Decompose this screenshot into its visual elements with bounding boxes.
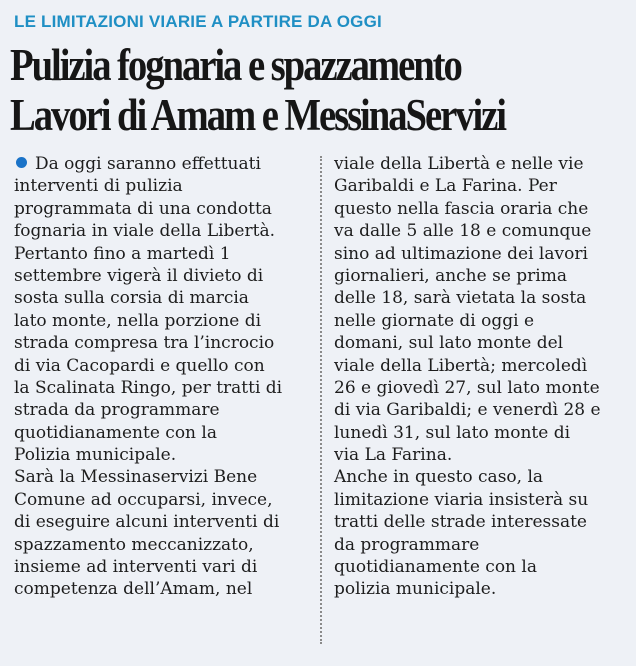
body-line: delle 18, sarà vietata la sosta — [334, 288, 587, 309]
body-line: Pertanto fino a martedì 1 — [14, 243, 231, 264]
body-line: sosta sulla corsia di marcia — [14, 288, 249, 309]
body-line: la Scalinata Ringo, per tratti di — [14, 377, 283, 398]
bullet-icon — [16, 157, 27, 168]
body-line-text: Da oggi saranno effettuati — [35, 154, 261, 174]
body-line: sino ad ultimazione dei lavori — [334, 243, 588, 264]
body-line: questo nella fascia oraria che — [334, 198, 589, 219]
body-line: domani, sul lato monte del — [334, 333, 564, 354]
article-column-left — [14, 153, 306, 601]
body-line: settembre vigerà il divieto di — [14, 265, 264, 286]
body-line: nelle giornate di oggi e — [334, 310, 535, 331]
body-line: fognaria in viale della Libertà. — [14, 221, 275, 242]
body-line: Polizia municipale. — [14, 445, 177, 466]
body-line: tratti delle strade interessate — [334, 512, 587, 533]
body-line: polizia municipale. — [334, 579, 497, 600]
body-line: Sarà la Messinaservizi Bene — [14, 467, 258, 488]
body-line: di eseguire alcuni interventi di — [14, 512, 280, 533]
headline — [10, 40, 630, 140]
headline-line-2: Lavori di Amam e MessinaServizi — [10, 90, 505, 140]
body-line: quotidianamente con la — [334, 557, 537, 578]
headline-line-1: Pulizia fognaria e spazzamento — [10, 40, 461, 90]
body-line: giornalieri, anche se prima — [334, 265, 567, 286]
body-line: di via Garibaldi; e venerdì 28 e — [334, 400, 601, 421]
body-line: competenza dell’Amam, nel — [14, 579, 253, 600]
body-line: limitazione viaria insisterà su — [334, 489, 589, 510]
body-line: insieme ad interventi vari di — [14, 557, 258, 578]
body-line: Comune ad occuparsi, invece, — [14, 489, 273, 510]
body-line: lunedì 31, sul lato monte di — [334, 422, 571, 443]
body-line: spazzamento meccanizzato, — [14, 534, 254, 555]
body-line: viale della Libertà e nelle vie — [334, 154, 584, 174]
body-line: lato monte, nella porzione di — [14, 310, 262, 331]
article-column-right — [334, 153, 630, 601]
body-line: programmata di una condotta — [14, 198, 272, 219]
body-line: da programmare — [334, 534, 480, 555]
body-line — [14, 153, 306, 175]
body-line: Garibaldi e La Farina. Per — [334, 176, 557, 197]
body-line: Anche in questo caso, la — [334, 467, 544, 488]
body-line: interventi di pulizia — [14, 176, 183, 197]
kicker: LE LIMITAZIONI VIARIE A PARTIRE DA OGGI — [14, 12, 382, 31]
body-line: di via Cacopardi e quello con — [14, 355, 265, 376]
body-line: 26 e giovedì 27, sul lato monte — [334, 377, 600, 398]
body-line: strada compresa tra l’incrocio — [14, 333, 275, 354]
body-line: via La Farina. — [334, 445, 453, 466]
body-line: quotidianamente con la — [14, 422, 217, 443]
body-line: viale della Libertà; mercoledì — [334, 355, 588, 376]
column-divider — [320, 156, 322, 644]
body-line: va dalle 5 alle 18 e comunque — [334, 221, 592, 242]
body-line: strada da programmare — [14, 400, 220, 421]
